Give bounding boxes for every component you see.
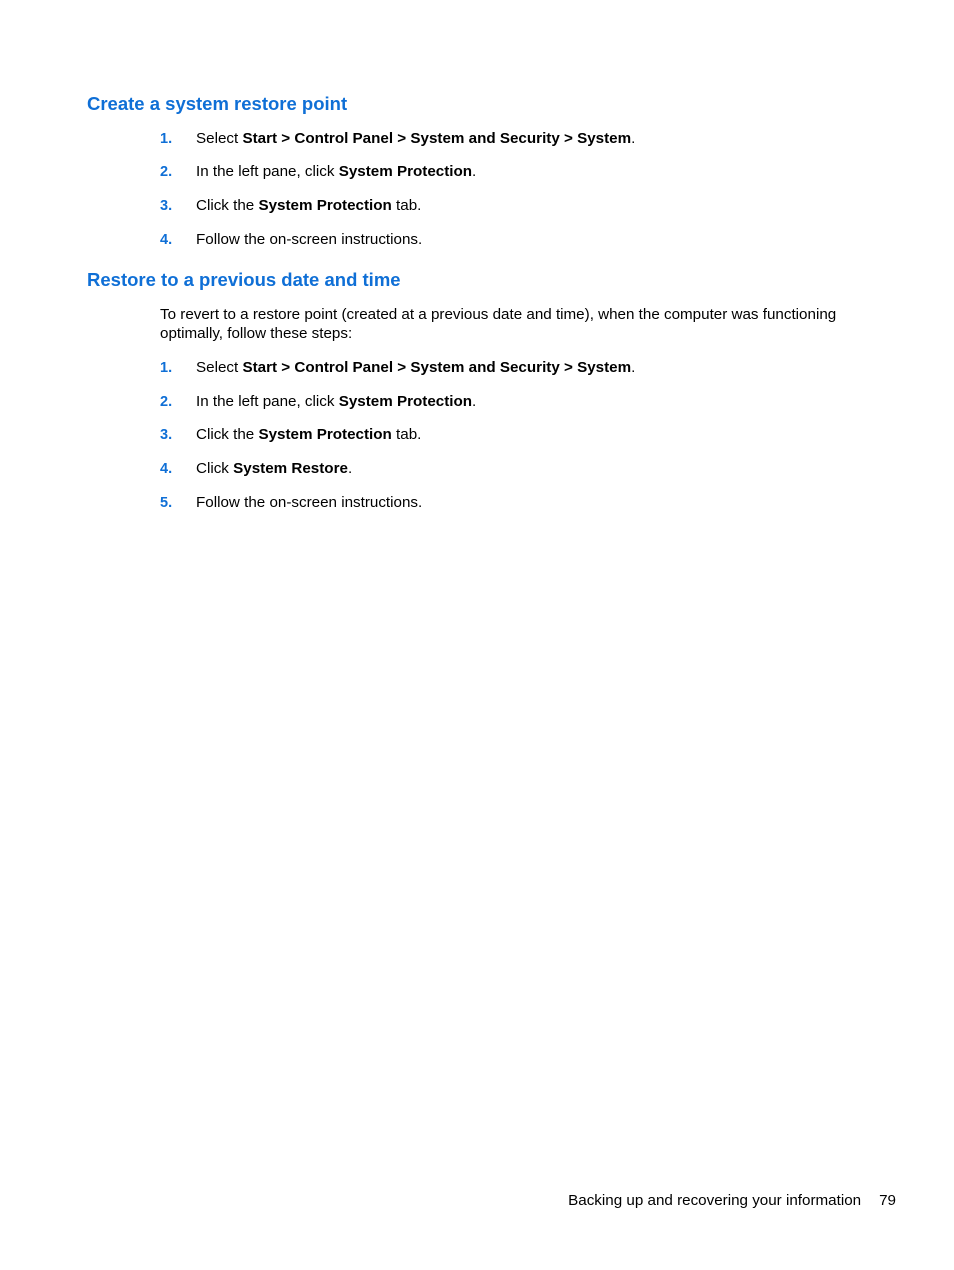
step-text xyxy=(196,197,421,215)
step-text-plain: Follow the on-screen instructions. xyxy=(196,231,423,248)
page-footer xyxy=(568,1192,896,1209)
step-number: 1. xyxy=(160,360,173,376)
step-text-plain: . xyxy=(631,359,636,376)
step-text xyxy=(196,231,422,249)
step-number: 4. xyxy=(160,461,173,477)
step-text-plain: Select xyxy=(196,359,243,376)
step-text-bold: System Protection xyxy=(338,163,473,180)
step-text-plain: Click the xyxy=(196,426,259,443)
step-number: 1. xyxy=(160,131,173,147)
step-text-plain: . xyxy=(472,393,477,410)
step-number: 2. xyxy=(160,394,173,410)
step-text-plain: . xyxy=(472,163,477,180)
step-text-plain: In the left pane, click xyxy=(196,163,339,180)
step-text-bold: System Protection xyxy=(338,393,473,410)
step-text xyxy=(196,460,352,478)
section-intro-paragraph: To revert to a restore point (created at a previous date and time), when the computer was functioning optimally, follow these steps: xyxy=(160,306,837,342)
step-text-plain: tab. xyxy=(391,197,422,214)
step-text xyxy=(196,494,422,512)
step-text-bold: System Protection xyxy=(258,426,392,443)
step-text-plain: Select xyxy=(196,130,243,147)
step-text-plain: Click the xyxy=(196,197,259,214)
step-number: 3. xyxy=(160,427,173,443)
section-heading-restore-previous-date: Restore to a previous date and time xyxy=(87,269,401,290)
step-text xyxy=(196,359,635,377)
step-text-plain: . xyxy=(631,130,636,147)
step-text xyxy=(196,163,476,181)
step-number: 3. xyxy=(160,198,173,214)
page-number: 79 xyxy=(879,1192,896,1209)
step-number: 2. xyxy=(160,164,173,180)
step-number: 4. xyxy=(160,232,173,248)
step-text xyxy=(196,393,476,411)
step-text-bold: Start > Control Panel > System and Security > System xyxy=(242,359,632,376)
footer-chapter-title: Backing up and recovering your information xyxy=(568,1192,862,1209)
step-text xyxy=(196,130,635,148)
step-text-bold: System Protection xyxy=(258,197,392,214)
step-text-plain: In the left pane, click xyxy=(196,393,339,410)
section-heading-create-restore-point: Create a system restore point xyxy=(87,93,348,114)
step-text-plain: tab. xyxy=(391,426,422,443)
step-text-bold: Start > Control Panel > System and Security > System xyxy=(242,130,632,147)
step-text xyxy=(196,426,421,444)
step-number: 5. xyxy=(160,495,173,511)
step-text-plain: Click xyxy=(196,460,234,477)
step-text-plain: . xyxy=(347,460,353,477)
step-text-bold: System Restore xyxy=(233,460,348,477)
step-text-plain: Follow the on-screen instructions. xyxy=(196,494,423,511)
